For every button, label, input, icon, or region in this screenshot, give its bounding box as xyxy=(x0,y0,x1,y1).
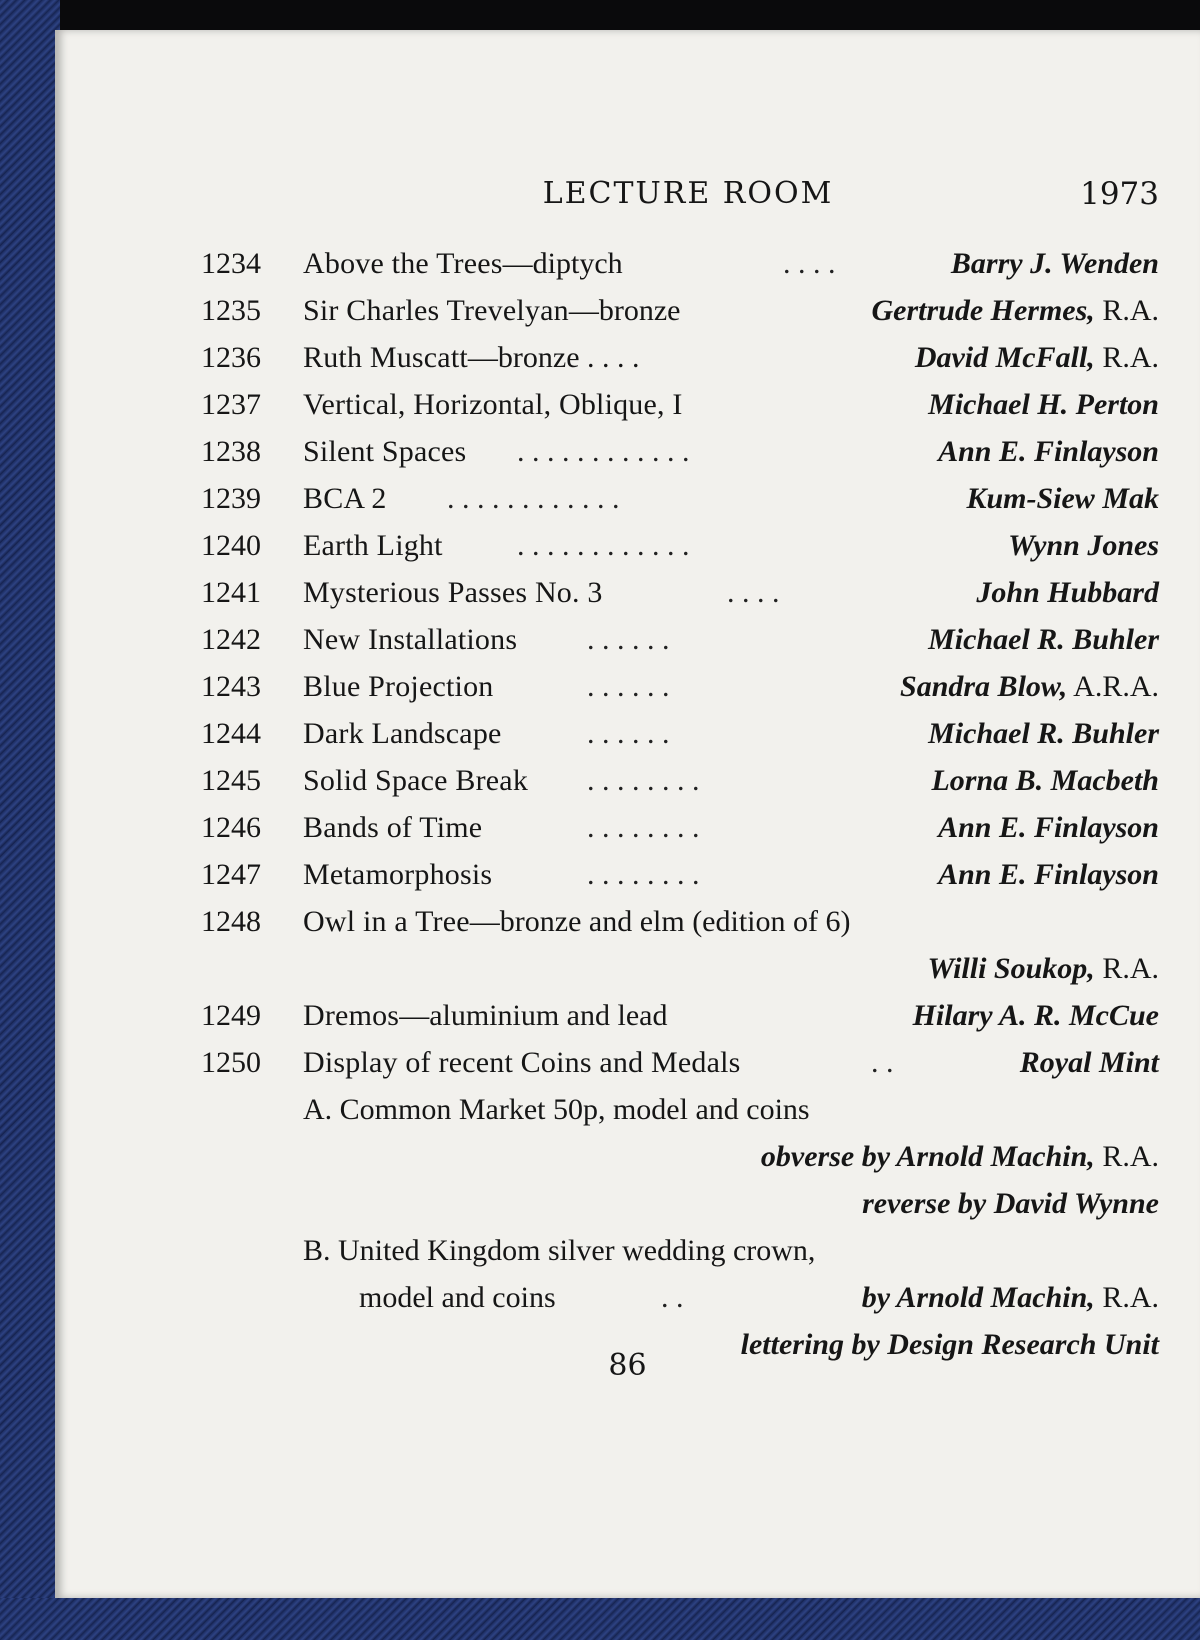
artist-name: Michael R. Buhler xyxy=(928,623,1159,656)
dot-leader: . . xyxy=(661,1281,684,1314)
title-main: Bands of Time xyxy=(303,811,483,844)
entry-number: 1245 xyxy=(201,764,261,797)
coin-a-reverse xyxy=(55,1180,1200,1227)
entry-title xyxy=(303,804,482,851)
title-main: Silent Spaces xyxy=(303,435,467,468)
room-title: LECTURE ROOM xyxy=(542,176,834,211)
artist-name: Royal Mint xyxy=(1019,1046,1159,1079)
entry-number: 1234 xyxy=(201,247,261,280)
entry-number: 1250 xyxy=(201,1046,261,1079)
entry-number: 1242 xyxy=(201,623,261,656)
artist-name: Willi Soukop, xyxy=(927,952,1095,985)
coin-a-reverse-credit xyxy=(862,1180,1159,1227)
dot-leader: . . . . . . xyxy=(587,717,670,750)
entry-row xyxy=(55,240,1200,287)
book-cover-bottom xyxy=(0,1598,1200,1640)
artist-name: John Hubbard xyxy=(976,576,1159,609)
entry-title xyxy=(303,381,683,428)
entry-row xyxy=(55,757,1200,804)
year: 1973 xyxy=(1080,176,1159,212)
coin-b-credit xyxy=(862,1274,1159,1321)
coin-b-artist: by Arnold Machin, xyxy=(861,1281,1095,1314)
coin-b-line xyxy=(55,1227,1200,1274)
entry-row-continued xyxy=(55,945,1200,992)
dot-leader: . . . . . . . . xyxy=(587,764,700,797)
dot-leader: . . . . . . xyxy=(587,623,670,656)
artist-name: Kum-Siew Mak xyxy=(966,482,1159,515)
entry-title xyxy=(303,616,517,663)
entry-row xyxy=(55,334,1200,381)
entry-row xyxy=(55,1039,1200,1086)
title-medium: —bronze and elm (edition of 6) xyxy=(469,905,851,938)
title-main: Solid Space Break xyxy=(303,764,529,797)
title-main: Mysterious Passes No. 3 xyxy=(303,576,603,609)
title-main: Blue Projection xyxy=(303,670,494,703)
coin-a-description: A. Common Market 50p, model and coins xyxy=(303,1093,810,1126)
entry-artist xyxy=(928,945,1159,992)
entry-artist xyxy=(900,663,1159,710)
entry-row xyxy=(55,898,1200,945)
entry-artist xyxy=(913,992,1159,1039)
entry-title xyxy=(303,898,850,945)
coin-b-line2 xyxy=(55,1274,1200,1321)
entry-row xyxy=(55,428,1200,475)
entry-row xyxy=(55,287,1200,334)
coin-a-line xyxy=(55,1086,1200,1133)
entry-number: 1237 xyxy=(201,388,261,421)
coin-b-description: B. United Kingdom silver wedding crown, xyxy=(303,1234,816,1267)
entry-row xyxy=(55,522,1200,569)
entry-number: 1247 xyxy=(201,858,261,891)
entry-title xyxy=(303,851,492,898)
entry-title xyxy=(303,475,387,522)
coin-a-obverse xyxy=(55,1133,1200,1180)
catalogue-page xyxy=(55,30,1200,1598)
entry-row xyxy=(55,569,1200,616)
page-number: 86 xyxy=(608,1348,647,1383)
artist-name: David McFall, xyxy=(914,341,1095,374)
dot-leader: . . . . . . . . . . . . xyxy=(517,529,690,562)
title-main: BCA 2 xyxy=(303,482,387,515)
artist-name: Ann E. Finlayson xyxy=(938,435,1159,468)
dot-leader: . . . . . . xyxy=(587,670,670,703)
entry-title xyxy=(303,1039,741,1086)
title-main: Metamorphosis xyxy=(303,858,493,891)
entry-artist xyxy=(938,851,1159,898)
title-main: Ruth Muscatt xyxy=(303,341,468,374)
obverse-suffix: R.A. xyxy=(1094,1140,1159,1173)
entry-title xyxy=(303,240,623,287)
artist-name: Michael R. Buhler xyxy=(928,717,1159,750)
title-medium: —diptych xyxy=(502,247,623,280)
entry-number: 1243 xyxy=(201,670,261,703)
entry-title xyxy=(303,992,667,1039)
entry-row xyxy=(55,992,1200,1039)
entry-artist xyxy=(871,287,1159,334)
entry-number: 1244 xyxy=(201,717,261,750)
artist-name: Lorna B. Macbeth xyxy=(931,764,1159,797)
artist-suffix: A.R.A. xyxy=(1067,670,1159,703)
entry-list xyxy=(55,240,1200,1368)
entry-artist xyxy=(928,381,1159,428)
entry-artist xyxy=(1020,1039,1159,1086)
obverse-artist: obverse by Arnold Machin, xyxy=(760,1140,1095,1173)
entry-artist xyxy=(966,475,1159,522)
title-main: Earth Light xyxy=(303,529,443,562)
entry-title xyxy=(303,710,502,757)
lettering-credit: lettering by Design Research Unit xyxy=(740,1328,1159,1361)
artist-name: Sandra Blow, xyxy=(900,670,1068,703)
title-medium: —bronze xyxy=(568,294,681,327)
entry-number: 1249 xyxy=(201,999,261,1032)
entry-artist xyxy=(928,616,1159,663)
entry-title xyxy=(303,757,528,804)
entry-artist xyxy=(976,569,1159,616)
artist-name: Gertrude Hermes, xyxy=(871,294,1095,327)
entry-number: 1240 xyxy=(201,529,261,562)
entry-title xyxy=(303,569,603,616)
title-main: Sir Charles Trevelyan xyxy=(303,294,569,327)
entry-number: 1241 xyxy=(201,576,261,609)
entry-number: 1235 xyxy=(201,294,261,327)
entry-number: 1248 xyxy=(201,905,261,938)
dot-leader: . . . . . . . . xyxy=(587,858,700,891)
dot-leader: . . . . xyxy=(727,576,780,609)
entry-row xyxy=(55,663,1200,710)
entry-title xyxy=(303,522,443,569)
artist-name: Ann E. Finlayson xyxy=(938,858,1159,891)
coin-b-description-cont: model and coins xyxy=(359,1281,556,1314)
title-main: Dark Landscape xyxy=(303,717,502,750)
entry-artist xyxy=(938,804,1159,851)
entry-number: 1238 xyxy=(201,435,261,468)
entry-artist xyxy=(951,240,1159,287)
dot-leader: . . . . . . . . xyxy=(587,811,700,844)
reverse-artist: reverse by David Wynne xyxy=(862,1187,1159,1220)
artist-suffix: R.A. xyxy=(1094,952,1159,985)
artist-name: Ann E. Finlayson xyxy=(938,811,1159,844)
entry-number: 1236 xyxy=(201,341,261,374)
entry-number: 1239 xyxy=(201,482,261,515)
entry-title xyxy=(303,663,493,710)
entry-number: 1246 xyxy=(201,811,261,844)
title-medium: —bronze . . . . xyxy=(467,341,640,374)
entry-artist xyxy=(1008,522,1159,569)
entry-title xyxy=(303,287,680,334)
book-cover-left xyxy=(0,0,60,1640)
entry-row xyxy=(55,381,1200,428)
dot-leader: . . xyxy=(871,1046,894,1079)
title-main: Vertical, Horizontal, Oblique, I xyxy=(303,388,683,421)
entry-row xyxy=(55,851,1200,898)
dot-leader: . . . . . . . . . . . . xyxy=(447,482,620,515)
dot-leader: . . . . xyxy=(783,247,836,280)
title-medium: —aluminium and lead xyxy=(399,999,668,1032)
entry-row xyxy=(55,710,1200,757)
title-main: Dremos xyxy=(303,999,400,1032)
artist-name: Hilary A. R. McCue xyxy=(912,999,1159,1032)
dot-leader: . . . . . . . . . . . . xyxy=(517,435,690,468)
title-main: Above the Trees xyxy=(303,247,503,280)
entry-artist xyxy=(915,334,1159,381)
artist-name: Michael H. Perton xyxy=(928,388,1159,421)
entry-row xyxy=(55,616,1200,663)
entry-artist xyxy=(931,757,1159,804)
entry-title xyxy=(303,334,640,381)
coin-a-obverse-credit xyxy=(761,1133,1159,1180)
title-main: Owl in a Tree xyxy=(303,905,470,938)
entry-title xyxy=(303,428,466,475)
coin-b-suffix: R.A. xyxy=(1094,1281,1159,1314)
artist-name: Wynn Jones xyxy=(1008,529,1159,562)
artist-name: Barry J. Wenden xyxy=(950,247,1159,280)
entry-artist xyxy=(938,428,1159,475)
artist-suffix: R.A. xyxy=(1094,341,1159,374)
entry-row xyxy=(55,475,1200,522)
title-main: Display of recent Coins and Medals xyxy=(303,1046,741,1079)
artist-suffix: R.A. xyxy=(1094,294,1159,327)
title-main: New Installations xyxy=(303,623,518,656)
entry-row xyxy=(55,804,1200,851)
entry-artist xyxy=(928,710,1159,757)
